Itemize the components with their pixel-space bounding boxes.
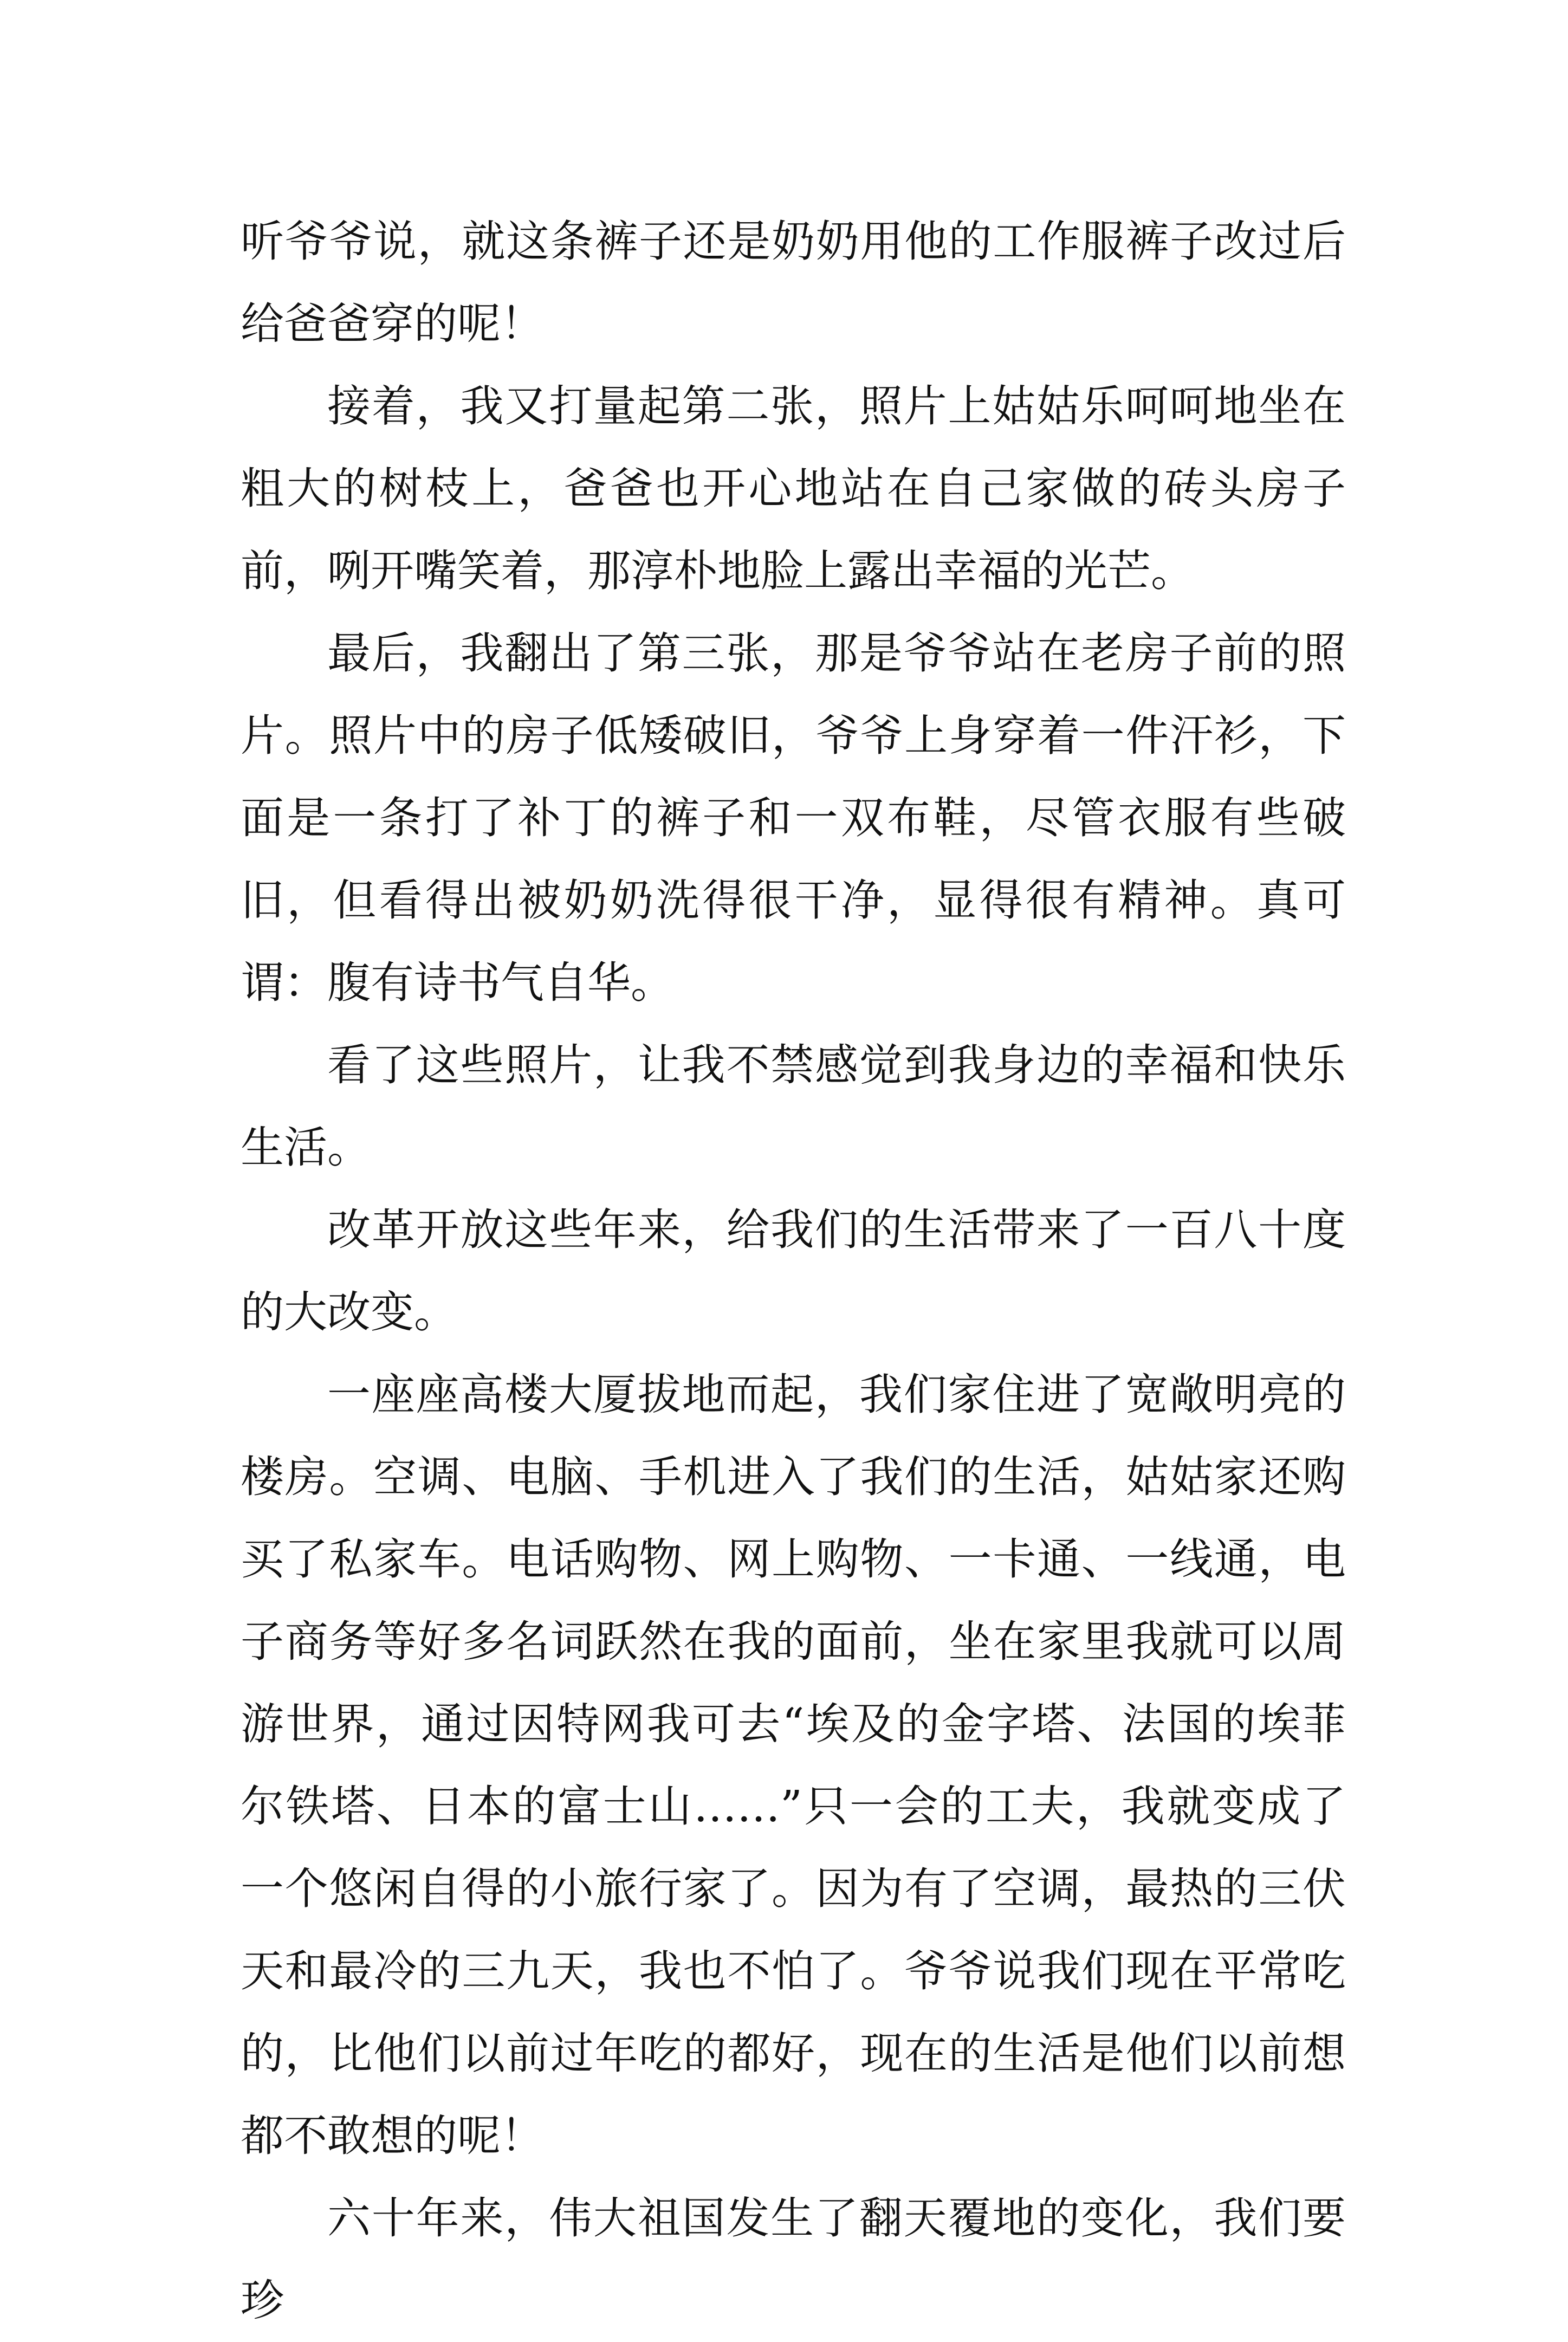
paragraph: 最后，我翻出了第三张，那是爷爷站在老房子前的照片。照片中的房子低矮破旧，爷爷上身穿着一件汗衫，下面是一条打了补丁的裤子和一双布鞋，尽管衣服有些破旧，但看得出被奶奶洗得很干净，显得很有精神。真可谓：腹有诗书气自华。 xyxy=(241,628,1346,1008)
paragraph-continued: 听爷爷说，就这条裤子还是奶奶用他的工作服裤子改过后给爸爸穿的呢！ xyxy=(241,216,1346,349)
paragraph: 看了这些照片，让我不禁感觉到我身边的幸福和快乐生活。 xyxy=(241,1040,1346,1173)
paragraph: 六十年来，伟大祖国发生了翻天覆地的变化，我们要珍 xyxy=(241,2193,1346,2326)
paragraph: 接着，我又打量起第二张，照片上姑姑乐呵呵地坐在粗大的树枝上，爸爸也开心地站在自己家做的砖头房子前，咧开嘴笑着，那淳朴地脸上露出幸福的光芒。 xyxy=(241,381,1346,596)
paragraph: 一座座高楼大厦拔地而起，我们家住进了宽敞明亮的楼房。空调、电脑、手机进入了我们的生活，姑姑家还购买了私家车。电话购物、网上购物、一卡通、一线通，电子商务等好多名词跃然在我的面前，坐在家里我就可以周游世界，通过因特网我可去“埃及的金字塔、法国的埃菲尔铁塔、日本的富士山……”只一会的工夫，我就变成了一个悠闲自得的小旅行家了。因为有了空调，最热的三伏天和最冷的三九天，我也不怕了。爷爷说我们现在平常吃的，比他们以前过年吃的都好，现在的生活是他们以前想都不敢想的呢！ xyxy=(241,1369,1346,2161)
document-body xyxy=(241,200,1346,2342)
paragraph: 改革开放这些年来，给我们的生活带来了一百八十度的大改变。 xyxy=(241,1205,1346,1337)
